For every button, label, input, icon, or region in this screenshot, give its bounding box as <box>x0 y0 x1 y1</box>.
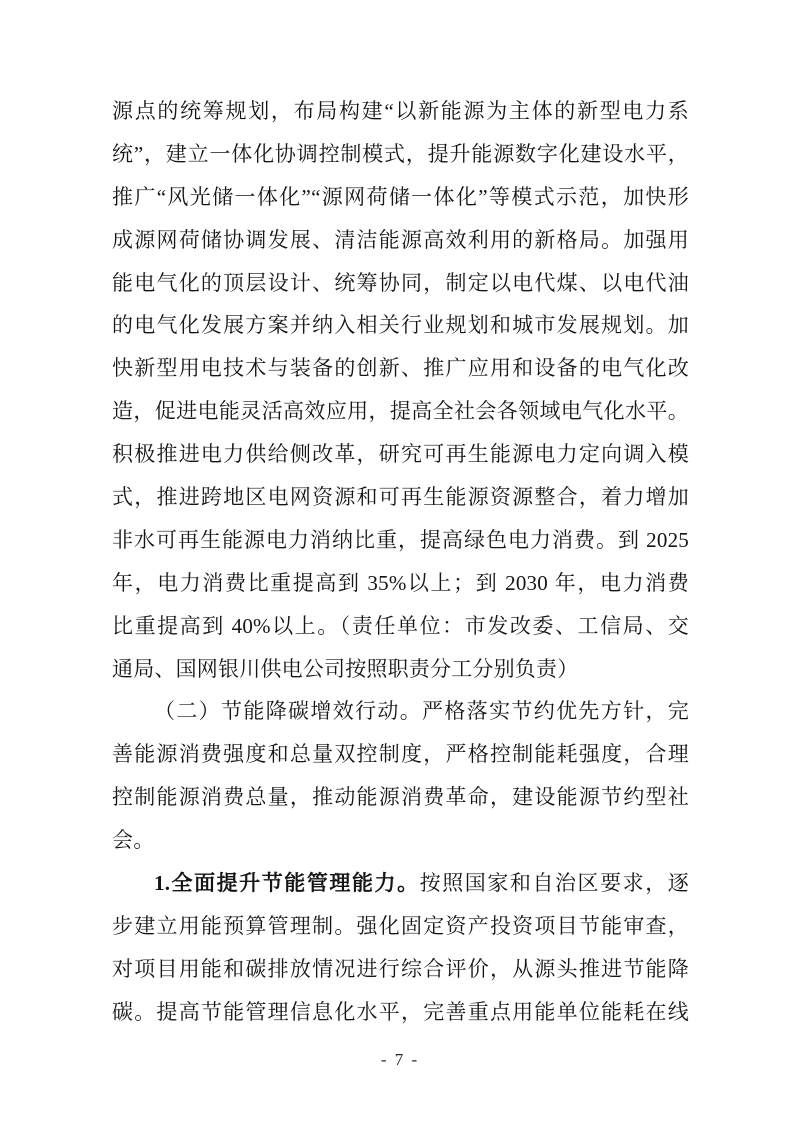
text-line <box>112 133 689 176</box>
text-line <box>112 390 689 433</box>
text-line <box>112 176 689 219</box>
text-line <box>112 991 689 1034</box>
text-line <box>112 90 689 133</box>
text-line <box>112 733 689 776</box>
line-text: 按照国家和自治区要求，逐 <box>419 871 689 896</box>
line-text: 成源网荷储协调发展、清洁能源高效利用的新格局。加强用 <box>112 227 689 252</box>
text-line <box>112 690 689 733</box>
text-line <box>112 776 689 819</box>
text-line <box>112 862 689 905</box>
text-line <box>112 905 689 948</box>
line-text: 能电气化的顶层设计、统筹协同，制定以电代煤、以电代油 <box>112 270 689 295</box>
line-text: 比重提高到 40%以上。（责任单位：市发改委、工信局、交 <box>112 613 689 638</box>
text-line <box>112 262 689 305</box>
line-text: 的电气化发展方案并纳入相关行业规划和城市发展规划。加 <box>112 313 689 338</box>
text-line <box>112 304 689 347</box>
page-number: - 7 - <box>380 1050 420 1069</box>
text-line <box>112 476 689 519</box>
line-text: 式，推进跨地区电网资源和可再生能源资源整合，着力增加 <box>112 485 689 510</box>
bold-lead-text: 1.全面提升节能管理能力。 <box>154 871 420 896</box>
line-text: 年，电力消费比重提高到 35%以上；到 2030 年，电力消费 <box>112 570 689 595</box>
line-text: 碳。提高节能管理信息化水平，完善重点用能单位能耗在线 <box>112 999 689 1024</box>
page-footer <box>0 1048 800 1072</box>
line-text: 推广“风光储一体化”“源网荷储一体化”等模式示范，加快形 <box>112 184 689 209</box>
line-text: 控制能源消费总量，推动能源消费革命，建设能源节约型社 <box>112 785 689 810</box>
line-text: 步建立用能预算管理制。强化固定资产投资项目节能审查， <box>112 913 689 938</box>
line-text: 会。 <box>112 828 155 853</box>
line-text: 积极推进电力供给侧改革，研究可再生能源电力定向调入模 <box>112 442 689 467</box>
line-text: 快新型用电技术与装备的创新、推广应用和设备的电气化改 <box>112 356 689 381</box>
text-line <box>112 605 689 648</box>
line-text: 源点的统筹规划，布局构建“以新能源为主体的新型电力系 <box>112 99 689 123</box>
text-line <box>112 519 689 562</box>
line-text: 对项目用能和碳排放情况进行综合评价，从源头推进节能降 <box>112 956 689 981</box>
line-text: 造，促进电能灵活高效应用，提高全社会各领域电气化水平。 <box>112 399 689 424</box>
text-line <box>112 433 689 476</box>
text-line <box>112 347 689 390</box>
body-text <box>112 90 689 1034</box>
text-line <box>112 948 689 991</box>
text-line <box>112 648 689 691</box>
line-text: 善能源消费强度和总量双控制度，严格控制能耗强度，合理 <box>112 742 689 767</box>
line-text: 非水可再生能源电力消纳比重，提高绿色电力消费。到 2025 <box>112 527 689 552</box>
text-line <box>112 219 689 262</box>
line-text: 通局、国网银川供电公司按照职责分工分别负责） <box>112 656 579 681</box>
text-line <box>112 562 689 605</box>
line-text: （二）节能降碳增效行动。严格落实节约优先方针，完 <box>154 699 689 724</box>
line-text: 统”，建立一体化协调控制模式，提升能源数字化建设水平， <box>112 141 689 166</box>
text-line <box>112 819 689 862</box>
